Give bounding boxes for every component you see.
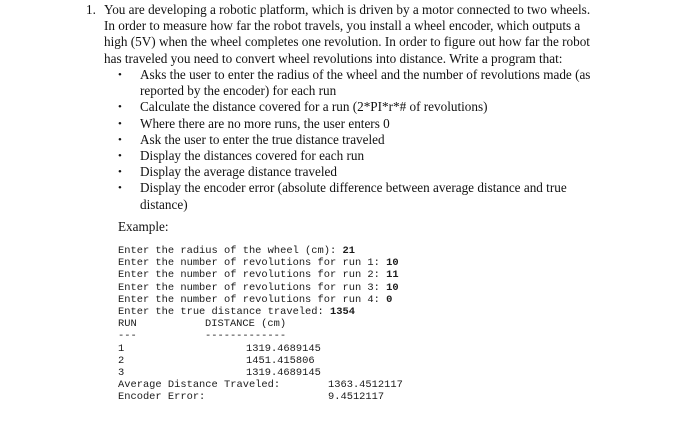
list-item: • Calculate the distance covered for a run (2*PI*r*# of revolutions) [118, 99, 488, 115]
table-row [118, 343, 678, 355]
bullet-icon: • [118, 69, 122, 81]
encoder-error-value: 9.4512117 [328, 391, 385, 404]
problem-paragraph [104, 2, 694, 67]
run-distance: 1451.415806 [246, 354, 315, 367]
run-number: 1 [118, 342, 125, 355]
bullet-icon: • [118, 150, 122, 163]
list-item: • Asks the user to enter the radius of the wheel and the number of revolutions made (as reported by the encoder) for each run [118, 67, 591, 99]
list-item: • Ask the user to enter the true distance traveled [118, 131, 385, 147]
prompt-line: Enter the number of revolutions for run 2: 11 [118, 269, 399, 282]
table-row [118, 355, 678, 367]
requirements-list [118, 67, 678, 213]
run-number: 2 [118, 354, 125, 367]
problem-line: You are developing a robotic platform, which is driven by a motor connected to two wheels. [104, 2, 591, 17]
prompt-line: Enter the number of revolutions for run 4: 0 [118, 293, 393, 306]
list-item: • Display the distances covered for each run [118, 148, 365, 164]
encoder-error-line [118, 391, 678, 403]
list-item: • Display the average distance traveled [118, 164, 337, 180]
problem-number: 1. [86, 2, 96, 17]
problem-line: has traveled you need to convert wheel revolutions into distance. Write a program that: [104, 50, 563, 66]
user-input-value: 1354 [330, 305, 355, 318]
user-input-value: 21 [342, 245, 355, 257]
problem-line: high (5V) when the wheel completes one revolution. In order to figure out how far the robot [104, 34, 590, 50]
prompt-line: Enter the number of revolutions for run 1: 10 [118, 257, 399, 270]
bullet-icon: • [118, 182, 122, 195]
bullet-icon: • [118, 166, 122, 179]
bullet-icon: • [118, 101, 122, 114]
table-header [118, 318, 678, 330]
bullet-icon: • [118, 117, 122, 130]
user-input-value: 0 [386, 293, 393, 306]
prompt-line: Enter the true distance traveled: 1354 [118, 305, 355, 318]
column-header-distance: DISTANCE (cm) [205, 318, 287, 331]
user-input-value: 10 [386, 257, 399, 270]
user-input-value: 11 [386, 269, 399, 282]
table-row [118, 367, 678, 379]
bullet-icon: • [118, 133, 122, 146]
average-distance-line [118, 379, 678, 391]
header-rule-distance: ------------- [205, 330, 287, 343]
table-header-rule [118, 330, 678, 342]
encoder-error-label: Encoder Error: [118, 391, 206, 404]
column-header-run: RUN [118, 318, 137, 331]
list-item: • Where there are no more runs, the user enters 0 [118, 115, 390, 131]
average-distance-label: Average Distance Traveled: [118, 379, 281, 392]
example-heading: Example: [118, 219, 169, 234]
run-distance: 1319.4689145 [246, 366, 321, 379]
problem-line: In order to measure how far the robot travels, you install a wheel encoder, which outputs a [104, 18, 581, 34]
run-distance: 1319.4689145 [246, 342, 321, 355]
average-distance-value: 1363.4512117 [328, 379, 403, 392]
prompt-line: Enter the radius of the wheel (cm): 21 [118, 245, 355, 257]
prompt-line: Enter the number of revolutions for run 3: 10 [118, 281, 399, 294]
run-number: 3 [118, 366, 125, 379]
list-item: • Display the encoder error (absolute difference between average distance and true distance) [118, 180, 567, 212]
header-rule-run: --- [118, 330, 137, 343]
user-input-value: 10 [386, 281, 399, 294]
example-console-output [118, 245, 678, 403]
